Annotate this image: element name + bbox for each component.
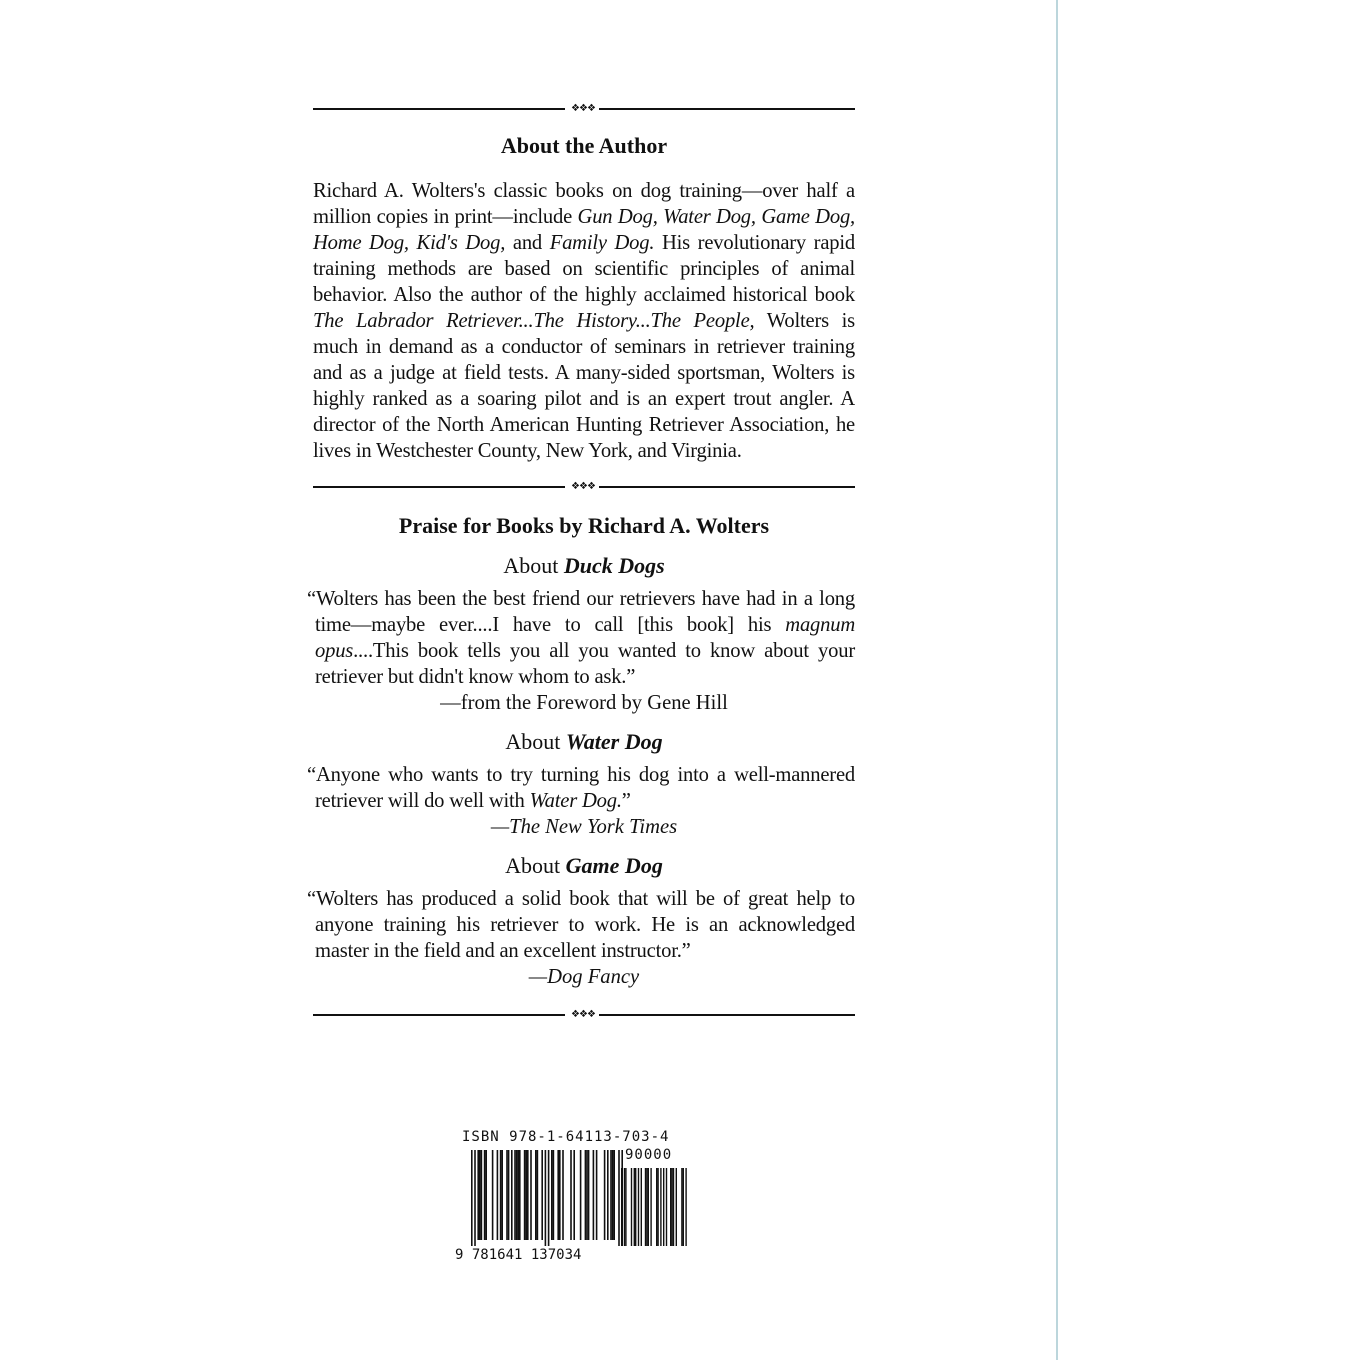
addon-bar [635, 1168, 636, 1246]
barcode-bar [506, 1150, 508, 1240]
praise-book-heading [313, 728, 855, 756]
barcode-bar [477, 1150, 479, 1240]
about-prefix: About [503, 553, 564, 578]
barcode-bar [613, 1150, 615, 1240]
ornamental-rule-top [313, 98, 855, 120]
about-author-heading: About the Author [500, 133, 668, 158]
barcode-bar [588, 1150, 590, 1240]
barcode-bar [562, 1150, 564, 1240]
ean-digits: 9 781641 137034 [455, 1247, 582, 1263]
addon-bar [631, 1168, 632, 1246]
praise-entries [307, 552, 855, 990]
rule-line [599, 1014, 855, 1016]
rule-line [599, 108, 855, 110]
italic-title-run: Family Dog. [549, 232, 655, 254]
text-run: Richard A. Wolters's classic books on dog training—over half a million copies in print—include [313, 180, 855, 228]
addon-bar [683, 1168, 684, 1246]
addon-bar [641, 1168, 642, 1246]
ornament-diamonds-icon: ❖❖❖ [571, 103, 595, 114]
addon-bar [648, 1168, 649, 1246]
text-run: “Wolters has produced a solid book that will be of great help to anyone training his retriever to work. He is an acknowledged master in the field and an excellent instructor.” [307, 888, 855, 962]
barcode-bar [535, 1150, 537, 1240]
barcode-bar [516, 1150, 518, 1240]
barcode-bar [607, 1150, 609, 1240]
barcode-bar [570, 1150, 572, 1240]
about-prefix: About [505, 729, 566, 754]
barcode-bar [517, 1150, 519, 1240]
text-run: “Anyone who wants to try turning his dog into a well-mannered retriever will do well with [307, 764, 855, 812]
addon-bar [638, 1168, 639, 1246]
praise-book-title: Duck Dogs [563, 553, 665, 578]
text-run: His revolutionary rapid training methods are based on scientific principles of animal behavior. Also the author of the highly acclaimed historical book [313, 232, 855, 306]
text-run: ....This book tells you all you wanted to know about your retriever but didn't know whom to ask.” [315, 640, 855, 688]
author-bio [313, 178, 855, 464]
barcode-bar [618, 1150, 620, 1246]
barcode-bar [545, 1150, 547, 1246]
rule-line [313, 1014, 565, 1016]
addon-bar [624, 1168, 625, 1246]
barcode-bar [485, 1150, 487, 1240]
addon-bar [666, 1168, 667, 1246]
rule-line [313, 108, 565, 110]
barcode-bar [580, 1150, 582, 1240]
addon-bar [671, 1168, 672, 1246]
rule-line [599, 486, 855, 488]
addon-bar [646, 1168, 647, 1246]
barcode-bar [548, 1150, 550, 1246]
italic-title-run: Gun Dog, Water Dog, Game Dog, Home Dog, Kid's Dog, [313, 206, 855, 254]
barcode-bar [479, 1150, 481, 1240]
addon-bar [676, 1168, 677, 1246]
text-run: “Wolters has been the best friend our retrievers have had in a long time—maybe ever....I have to call [this book] his [307, 588, 855, 636]
text-run: ” [621, 790, 631, 812]
italic-title-run: magnum opus [315, 614, 855, 662]
praise-quote [307, 762, 855, 814]
barcode-bar [484, 1150, 486, 1240]
ornamental-rule-middle [313, 476, 855, 498]
addon-bar [663, 1168, 664, 1246]
barcode-bar [492, 1150, 494, 1240]
barcode-bar [474, 1150, 476, 1246]
spine-edge-line [1056, 0, 1058, 1360]
barcode-bar [612, 1150, 614, 1240]
praise-quote [307, 886, 855, 964]
barcode-bar [508, 1150, 510, 1240]
praise-attribution: —The New York Times [490, 816, 678, 838]
addon-bar [656, 1168, 657, 1246]
barcode-bar [557, 1150, 559, 1240]
addon-bar [657, 1168, 658, 1246]
barcode-bar [524, 1150, 526, 1240]
ornament-diamonds-icon: ❖❖❖ [571, 481, 595, 492]
praise-book-title: Game Dog [565, 853, 663, 878]
about-prefix: About [505, 853, 566, 878]
ornamental-rule-bottom [313, 1004, 855, 1026]
barcode-bar [527, 1150, 529, 1240]
addon-bar [621, 1168, 622, 1246]
ornament-diamonds-icon: ❖❖❖ [571, 1009, 595, 1020]
praise-book-title: Water Dog [565, 729, 663, 754]
barcode-bar [514, 1150, 516, 1240]
barcode-bar [497, 1150, 499, 1240]
barcode-bar [471, 1150, 473, 1246]
addon-bar [645, 1168, 646, 1246]
barcode-bar [553, 1150, 555, 1240]
addon-bar [660, 1168, 661, 1246]
italic-title-run: Water Dog. [529, 790, 622, 812]
barcode-bar [525, 1150, 527, 1240]
isbn-barcode [455, 1128, 695, 1268]
barcode-bar [604, 1150, 606, 1240]
barcode-bar [541, 1150, 543, 1240]
addon-bar [685, 1168, 686, 1246]
addon-bar [681, 1168, 682, 1246]
barcode-bar [530, 1150, 532, 1240]
italic-title-run: The Labrador Retriever...The History...The People, [313, 310, 755, 332]
praise-book-heading [313, 852, 855, 880]
text-run: and [505, 232, 550, 254]
praise-heading: Praise for Books by Richard A. Wolters [398, 513, 770, 538]
barcode-bars [455, 1148, 695, 1248]
barcode-bar [500, 1150, 502, 1240]
isbn-label: ISBN 978-1-64113-703-4 [462, 1129, 670, 1145]
barcode-bar [519, 1150, 521, 1240]
rule-line [313, 486, 565, 488]
barcode-bar [511, 1150, 513, 1240]
barcode-bar [481, 1150, 483, 1240]
barcode-bar [573, 1150, 575, 1240]
text-run: Wolters is much in demand as a conductor of seminars in retriever training and as a judge at field tests. A many-sided sportsman, Wolters is highly ranked as a soaring pilot and is an expert trout angler. A director of the North American Hunting Retriever Association, he lives in Westchester County, New York, and Virginia. [313, 310, 855, 462]
barcode-bar [610, 1150, 612, 1240]
barcode-bar [551, 1150, 553, 1240]
barcode-bar [586, 1150, 588, 1240]
praise-book-heading [313, 552, 855, 580]
praise-quote [307, 586, 855, 690]
addon-bar [625, 1168, 626, 1246]
addon-bar [634, 1168, 635, 1246]
addon-bar [673, 1168, 674, 1246]
barcode-bar [585, 1150, 587, 1240]
barcode-bar [559, 1150, 561, 1240]
addon-bar [650, 1168, 651, 1246]
price-code: 90000 [625, 1147, 673, 1163]
barcode-bar [537, 1150, 539, 1240]
praise-attribution: —from the Foreword by Gene Hill [440, 692, 728, 714]
back-cover-text-column [307, 98, 855, 1026]
addon-bar [670, 1168, 671, 1246]
praise-attribution: —Dog Fancy [528, 966, 640, 988]
barcode-bar [501, 1150, 503, 1240]
barcode-bar [593, 1150, 595, 1240]
barcode-bar [596, 1150, 598, 1240]
